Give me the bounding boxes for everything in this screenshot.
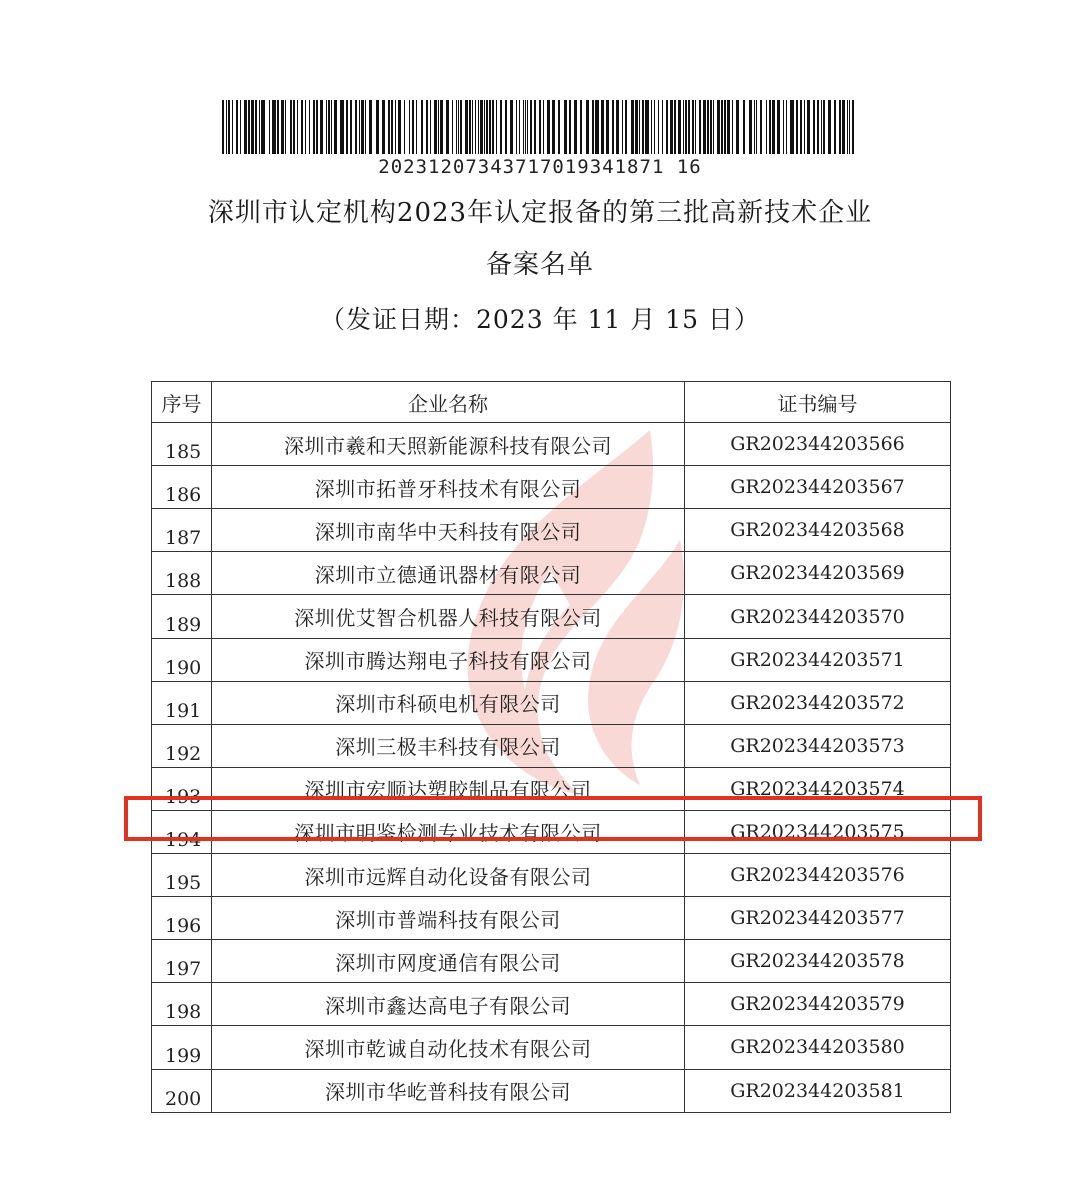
row-certificate-number: GR202344203571 [685,638,951,681]
row-certificate-number: GR202344203578 [685,940,951,983]
row-certificate-number: GR202344203567 [685,466,951,509]
row-certificate-number: GR202344203573 [685,724,951,767]
row-company-name: 深圳市华屹普科技有限公司 [212,1069,685,1112]
table-row [152,983,951,1026]
row-certificate-number: GR202344203568 [685,509,951,552]
document-title: 深圳市认定机构2023年认定报备的第三批高新技术企业 [207,198,873,228]
table-row [152,681,951,724]
row-company-name: 深圳市立德通讯器材有限公司 [212,552,685,595]
row-certificate-number: GR202344203575 [685,810,951,853]
row-company-name: 深圳市明鉴检测专业技术有限公司 [212,810,685,853]
table-row [152,940,951,983]
row-serial-number: 192 [152,724,212,767]
row-serial-number: 185 [152,423,212,466]
table-row [152,854,951,897]
row-serial-number: 193 [152,767,212,810]
header-serial-number: 序号 [152,382,212,423]
row-certificate-number: GR202344203577 [685,897,951,940]
row-serial-number: 200 [152,1069,212,1112]
row-certificate-number: GR202344203574 [685,767,951,810]
row-serial-number: 198 [152,983,212,1026]
row-company-name: 深圳市普端科技有限公司 [212,897,685,940]
row-company-name: 深圳市科硕电机有限公司 [212,681,685,724]
row-serial-number: 199 [152,1026,212,1069]
row-serial-number: 197 [152,940,212,983]
row-company-name: 深圳市鑫达高电子有限公司 [212,983,685,1026]
row-serial-number: 188 [152,552,212,595]
row-certificate-number: GR202344203581 [685,1069,951,1112]
table-row [152,466,951,509]
row-company-name: 深圳市宏顺达塑胶制品有限公司 [212,767,685,810]
row-serial-number: 190 [152,638,212,681]
table-row [152,595,951,638]
row-serial-number: 187 [152,509,212,552]
row-certificate-number: GR202344203569 [685,552,951,595]
barcode-image [222,100,858,154]
row-company-name: 深圳优艾智合机器人科技有限公司 [212,595,685,638]
table-row [152,724,951,767]
row-certificate-number: GR202344203572 [685,681,951,724]
row-certificate-number: GR202344203580 [685,1026,951,1069]
row-certificate-number: GR202344203566 [685,423,951,466]
table-row [152,552,951,595]
highlight-box [124,796,982,841]
row-certificate-number: GR202344203576 [685,854,951,897]
row-serial-number: 191 [152,681,212,724]
row-company-name: 深圳市远辉自动化设备有限公司 [212,854,685,897]
row-serial-number: 194 [152,810,212,853]
header-certificate-number: 证书编号 [685,382,951,423]
row-serial-number: 196 [152,897,212,940]
row-company-name: 深圳市腾达翔电子科技有限公司 [212,638,685,681]
row-company-name: 深圳市乾诚自动化技术有限公司 [212,1026,685,1069]
table-row [152,509,951,552]
enterprise-table [151,381,951,1113]
row-certificate-number: GR202344203579 [685,983,951,1026]
row-company-name: 深圳市羲和天照新能源科技有限公司 [212,423,685,466]
row-serial-number: 186 [152,466,212,509]
table-row [152,638,951,681]
row-company-name: 深圳市南华中天科技有限公司 [212,509,685,552]
row-company-name: 深圳三极丰科技有限公司 [212,724,685,767]
barcode-number: 20231207343717019341871 16 [378,156,702,178]
table-row [152,1069,951,1112]
row-serial-number: 195 [152,854,212,897]
row-serial-number: 189 [152,595,212,638]
row-company-name: 深圳市网度通信有限公司 [212,940,685,983]
table-row [152,897,951,940]
issue-date: （发证日期：2023 年 11 月 15 日） [320,305,760,334]
header-company-name: 企业名称 [212,382,685,423]
table-header-row [152,382,951,423]
row-company-name: 深圳市拓普牙科技术有限公司 [212,466,685,509]
table-row [152,1026,951,1069]
document-subtitle: 备案名单 [485,250,594,280]
table-row [152,423,951,466]
row-certificate-number: GR202344203570 [685,595,951,638]
